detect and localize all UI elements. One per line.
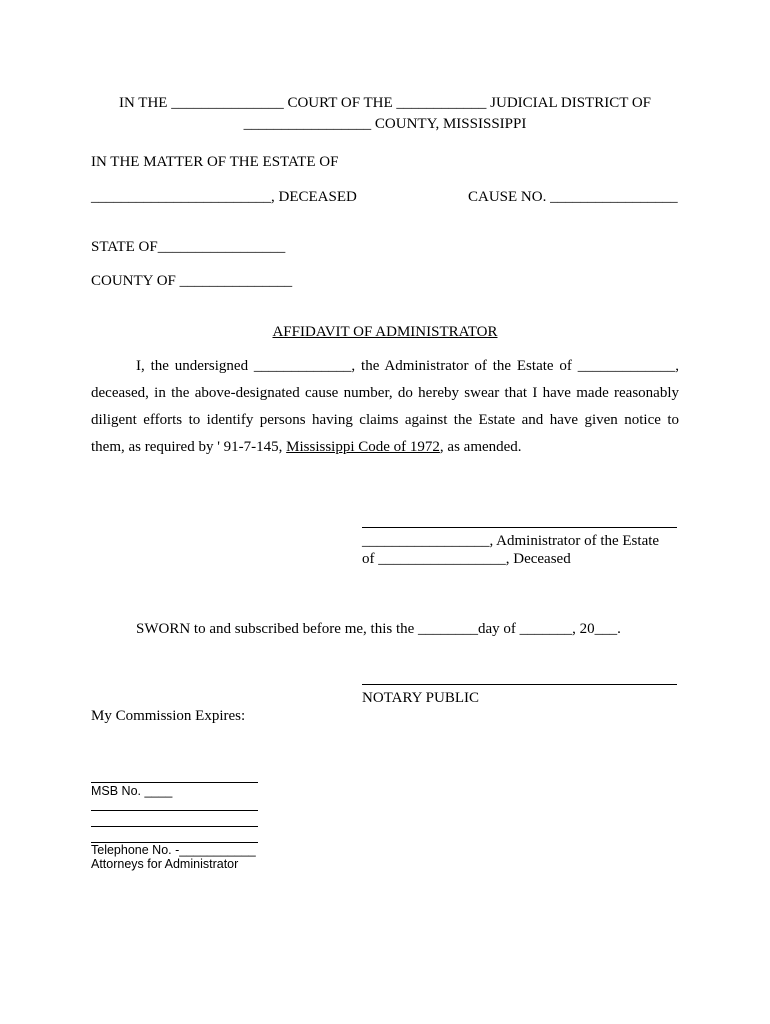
administrator-signature-line xyxy=(362,527,677,528)
telephone-field: Telephone No. -___________ xyxy=(91,843,256,857)
notary-public-label: NOTARY PUBLIC xyxy=(362,690,480,706)
court-heading-line2: _________________ COUNTY, MISSISSIPPI xyxy=(243,116,527,132)
firm-line-1 xyxy=(91,810,258,811)
estate-matter-label: IN THE MATTER OF THE ESTATE OF xyxy=(91,154,339,170)
msb-number-field: MSB No. ____ xyxy=(91,784,173,798)
affidavit-body-line3: diligent efforts to identify persons having claims against the Estate and have given notice to xyxy=(91,412,679,428)
administrator-signature-caption1: _________________, Administrator of the Estate xyxy=(362,533,660,549)
sworn-statement: SWORN to and subscribed before me, this the ________day of _______, 20___. xyxy=(136,621,621,637)
affidavit-body-line2: deceased, in the above-designated cause number, do hereby swear that I have made reasonably xyxy=(91,385,679,401)
statute-reference: them, as required by ' 91-7-145, xyxy=(91,439,287,455)
document-title: AFFIDAVIT OF ADMINISTRATOR xyxy=(272,324,498,340)
county-of-field: COUNTY OF _______________ xyxy=(91,273,293,289)
state-of-field: STATE OF_________________ xyxy=(91,239,286,255)
deceased-name-field: ________________________, DECEASED xyxy=(91,189,357,205)
administrator-signature-caption2: of _________________, Deceased xyxy=(362,551,571,567)
statute-suffix: , as amended. xyxy=(439,439,522,455)
firm-line-2 xyxy=(91,826,258,827)
notary-signature-line xyxy=(362,684,677,685)
court-heading-line1: IN THE _______________ COURT OF THE ____________ JUDICIAL DISTRICT OF xyxy=(118,95,652,111)
code-citation: Mississippi Code of 1972 xyxy=(286,439,440,455)
affidavit-body-line4 xyxy=(91,438,522,456)
affidavit-body-line1: I, the undersigned _____________, the Administrator of the Estate of _____________, xyxy=(136,358,679,374)
attorneys-for-administrator-label: Attorneys for Administrator xyxy=(91,857,239,871)
attorney-name-line xyxy=(91,782,258,783)
commission-expires-label: My Commission Expires: xyxy=(91,708,246,724)
cause-number-field: CAUSE NO. _________________ xyxy=(468,189,678,205)
